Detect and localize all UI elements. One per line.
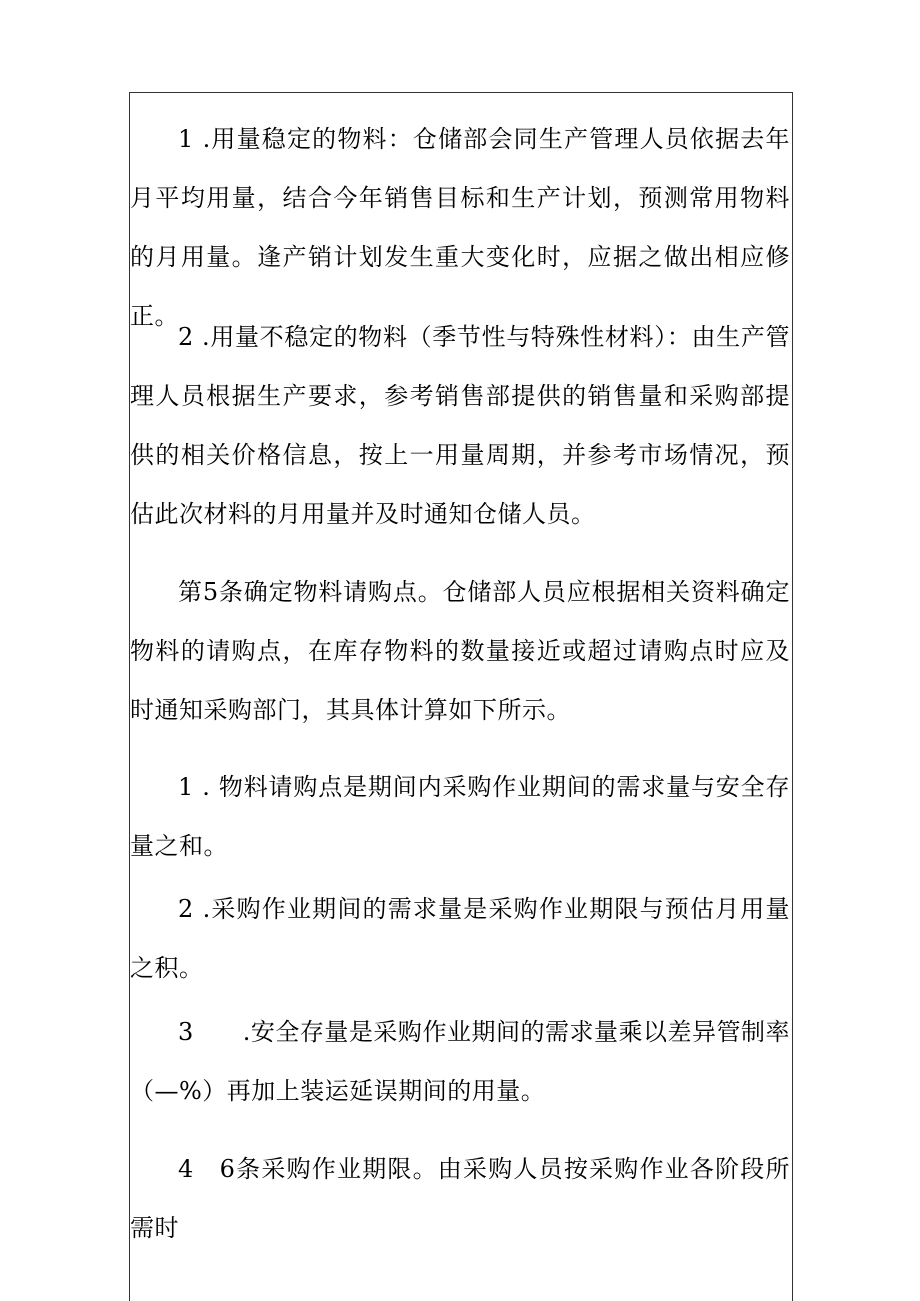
paragraph-unstable-materials: 2 .用量不稳定的物料（季节性与特殊性材料）：由生产管理人员根据生产要求，参考销售部提供的销售量和采购部提供的相关价格信息，按上一用量周期，并参考市场情况，预估此次材料的月用量并及时通知仓储人员。 [130, 323, 790, 528]
paragraph-article-5-reorder-point: 第5条确定物料请购点。仓储部人员应根据相关资料确定物料的请购点，在库存物料的数量接近或超过请购点时应及时通知采购部门，其具体计算如下所示。 [130, 578, 790, 724]
paragraph-safety-stock: 3 .安全存量是采购作业期间的需求量乘以差异管制率（—%）再加上装运延误期间的用量。 [130, 1018, 790, 1105]
paragraph-demand-during-lead-time: 2 .采购作业期间的需求量是采购作业期限与预估月用量之积。 [130, 895, 790, 982]
paragraph-article-6-lead-time: 4 6条采购作业期限。由采购人员按采购作业各阶段所需时 [130, 1155, 790, 1242]
paragraph-reorder-point-definition: 1 . 物料请购点是期间内采购作业期间的需求量与安全存量之和。 [130, 773, 790, 860]
paragraph-stable-materials: 1 .用量稳定的物料：仓储部会同生产管理人员依据去年月平均用量，结合今年销售目标和生产计划，预测常用物料的月用量。逢产销计划发生重大变化时，应据之做出相应修正。 [130, 125, 790, 330]
